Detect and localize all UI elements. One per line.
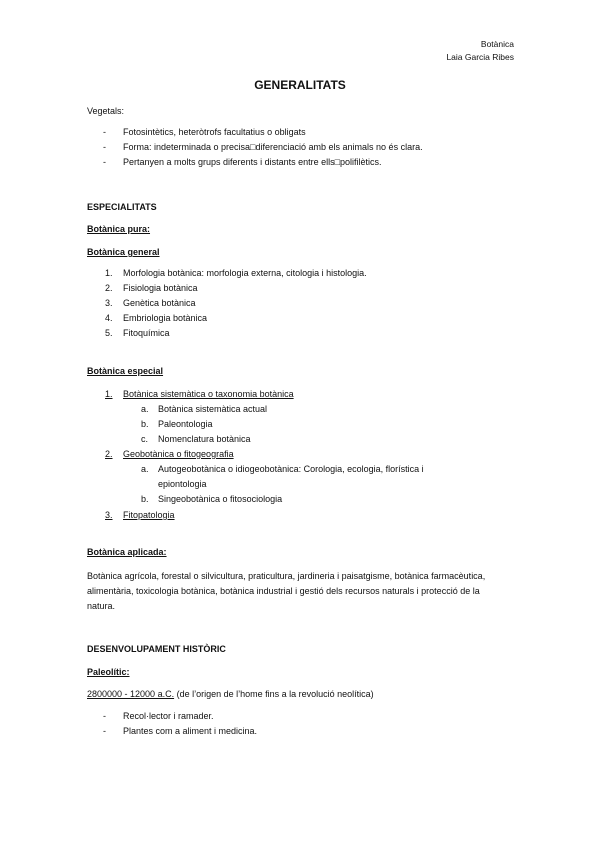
list-bullet: - <box>103 711 106 721</box>
header-subject: Botànica <box>480 39 514 49</box>
list-letter: a. <box>141 404 149 414</box>
list-item: Fitopatologia <box>123 510 175 520</box>
list-item: Botànica sistemàtica o taxonomia botànica <box>123 389 294 399</box>
list-number: 5. <box>105 328 113 338</box>
list-item: Nomenclatura botànica <box>158 434 251 444</box>
list-item: Forma: indeterminada o precisa□diferenciació amb els animals no és clara. <box>123 142 423 152</box>
list-letter: b. <box>141 494 149 504</box>
list-number: 2. <box>105 449 113 459</box>
list-item: Plantes com a aliment i medicina. <box>123 726 258 736</box>
list-bullet: - <box>103 127 106 137</box>
vegetals-label: Vegetals: <box>87 106 125 116</box>
list-item: Recol·lector i ramader. <box>123 711 214 721</box>
list-item: Paleontologia <box>158 419 213 429</box>
list-item: Fitoquímica <box>123 328 170 338</box>
period-note: (de l’origen de l’home fins a la revolució neolítica) <box>174 689 374 699</box>
subheading-botanica-aplicada: Botànica aplicada: <box>87 547 167 557</box>
list-item: Singeobotànica o fitosociologia <box>158 494 283 504</box>
list-item: Fisiologia botànica <box>123 283 198 293</box>
list-item: Embriologia botànica <box>123 313 208 323</box>
list-number: 4. <box>105 313 113 323</box>
aplicada-paragraph: Botànica agrícola, forestal o silvicultura, praticultura, jardineria i paisatgisme, botànica farmacèutica, alimentària, toxicologia botànica, botànica industrial i gestió dels recursos naturals i protecció de la natura. <box>87 571 486 611</box>
list-number: 2. <box>105 283 113 293</box>
section-heading-historic: DESENVOLUPAMENT HISTÒRIC <box>87 644 226 654</box>
list-number: 3. <box>105 510 113 520</box>
subheading-botanica-especial: Botànica especial <box>87 366 164 376</box>
period-range: 2800000 - 12000 a.C. <box>87 689 175 699</box>
page-title: GENERALITATS <box>254 78 346 92</box>
list-bullet: - <box>103 726 106 736</box>
list-item: Morfologia botànica: morfologia externa, citologia i histologia. <box>123 268 367 278</box>
list-bullet: - <box>103 142 106 152</box>
list-item: Botànica sistemàtica actual <box>158 404 268 414</box>
list-number: 3. <box>105 298 113 308</box>
list-letter: a. <box>141 464 149 474</box>
list-item-continuation: epiontologia <box>158 479 207 489</box>
list-item: Fotosintètics, heteròtrofs facultatius o obligats <box>123 127 306 137</box>
list-letter: c. <box>141 434 149 444</box>
period-line <box>87 689 374 701</box>
list-bullet: - <box>103 157 106 167</box>
list-number: 1. <box>105 268 113 278</box>
header-author: Laia Garcia Ribes <box>446 52 514 62</box>
list-item: Autogeobotànica o idiogeobotànica: Corologia, ecologia, florística i <box>158 464 424 474</box>
subheading-botanica-general: Botànica general <box>87 247 160 257</box>
list-letter: b. <box>141 419 149 429</box>
subheading-botanica-pura: Botànica pura: <box>87 224 151 234</box>
list-item: Geobotànica o fitogeografia <box>123 449 234 459</box>
subheading-paleolitic: Paleolític: <box>87 667 130 677</box>
list-item: Genètica botànica <box>123 298 196 308</box>
list-number: 1. <box>105 389 113 399</box>
list-item: Pertanyen a molts grups diferents i distants entre ells□polifilètics. <box>123 157 382 167</box>
section-heading-especialitats: ESPECIALITATS <box>87 202 157 212</box>
